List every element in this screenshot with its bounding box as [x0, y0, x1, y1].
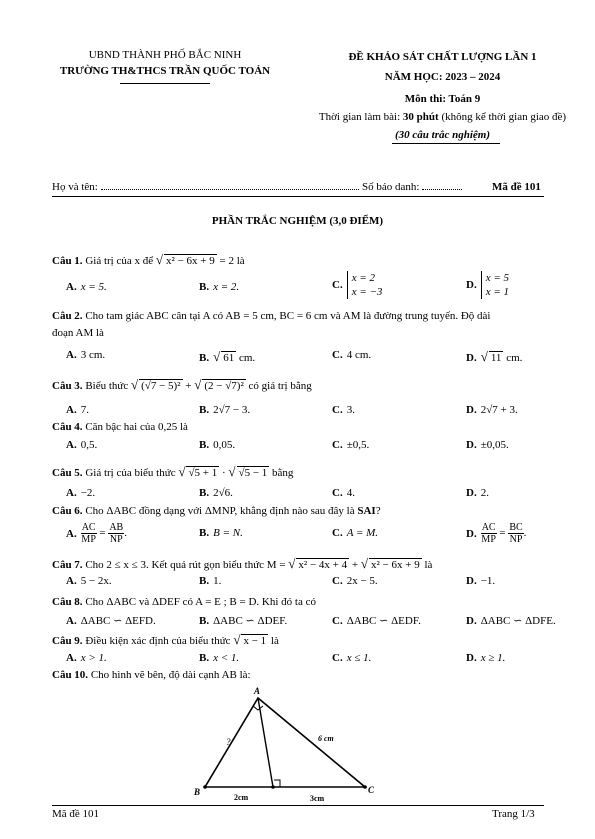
- footer-separator: [52, 805, 544, 806]
- count-underline: [392, 143, 500, 144]
- q5-option-d: D. 2.: [466, 487, 489, 499]
- q8-text: Cho ΔABC và ΔDEF có A = E ; B = D. Khi đó ta có: [85, 596, 316, 608]
- q7-option-a: A. 5 − 2x.: [66, 575, 112, 587]
- q7-option-c: C. 2x − 5.: [332, 575, 378, 587]
- q3-a: 7.: [80, 404, 89, 416]
- q8-d: ΔABC ∽ ΔDFE.: [480, 615, 556, 627]
- q9-b: x < 1.: [213, 652, 240, 664]
- q6-option-d: D. $\frac{AC}{MP}$ = $\frac{BC}{NP}$ .: [466, 522, 527, 545]
- q8-a: ΔABC ∽ ΔEFD.: [80, 615, 156, 627]
- label-ab: ?: [226, 737, 231, 747]
- q5-a: −2.: [80, 487, 96, 499]
- q7-option-b: B. 1.: [199, 575, 222, 587]
- header-separator: [52, 196, 544, 197]
- org-name: UBND THÀNH PHỐ BẮC NINH: [88, 49, 242, 61]
- point-h: [271, 785, 275, 789]
- footer-code: Mã đề 101: [52, 808, 100, 820]
- school-year: NĂM HỌC: 2023 – 2024: [384, 71, 501, 83]
- q9-a: x > 1.: [80, 652, 107, 664]
- label-bh: 2cm: [234, 793, 249, 802]
- q9-d: x ≥ 1.: [480, 652, 506, 664]
- q7-e1: x² − 4x + 4: [298, 559, 348, 571]
- triangle-figure: [190, 684, 385, 806]
- question-1: Câu 1. Giá trị của x để √ x² − 6x + 9 = 2 là: [52, 252, 245, 267]
- q10-text: Cho hình vẽ bên, độ dài cạnh AB là:: [90, 669, 251, 681]
- school-name: TRƯỜNG TH&THCS TRẦN QUỐC TOẢN: [59, 65, 271, 77]
- right-angle-mark: [253, 706, 263, 710]
- q4-option-c: C. ±0,5.: [332, 439, 370, 451]
- q4-label: Câu 4.: [52, 421, 83, 433]
- name-dots: [101, 189, 359, 190]
- q8-option-c: C. ΔABC ∽ ΔEDF.: [332, 615, 421, 627]
- time-value: 30 phút: [402, 111, 439, 123]
- q2-option-a: A. 3 cm.: [66, 349, 106, 361]
- q4-d: ±0,05.: [480, 439, 509, 451]
- q5-text: Giá trị của biểu thức: [85, 467, 176, 479]
- q9-option-d: D. x ≥ 1.: [466, 652, 506, 664]
- q6-text: Cho ΔABC đồng dạng với ΔMNP, khẳng định nào sau đây là: [85, 505, 358, 517]
- q3-text: Biểu thức: [85, 380, 129, 392]
- q2-b-val: 61: [223, 352, 235, 364]
- point-b: [203, 785, 207, 789]
- q3-c: 3.: [346, 404, 355, 416]
- q2-line1: Cho tam giác ABC cân tại A có AB = 5 cm, BC = 6 cm và AM là đường trung tuyến. Độ dài: [85, 310, 491, 322]
- student-name-field: [52, 181, 359, 193]
- q5-option-c: C. 4.: [332, 487, 355, 499]
- question-count: [300, 129, 585, 141]
- q1-tail: = 2 là: [219, 255, 245, 267]
- question-9: Câu 9. Điều kiện xác định của biểu thức √ x − 1 là: [52, 632, 279, 647]
- q4-option-a: A. 0,5.: [66, 439, 98, 451]
- q6-bold-word: SAI: [357, 505, 376, 517]
- q7-option-d: D. −1.: [466, 575, 496, 587]
- q9-text: Điều kiện xác định của biểu thức: [85, 635, 231, 647]
- q9-c: x ≤ 1.: [346, 652, 372, 664]
- label-hc: 3cm: [310, 794, 325, 803]
- q9-option-b: B. x < 1.: [199, 652, 240, 664]
- q2-b-unit: cm.: [238, 352, 256, 364]
- q4-option-b: B. 0,05.: [199, 439, 236, 451]
- q3-option-b: B. 2√7 − 3.: [199, 404, 251, 416]
- q8-option-b: B. ΔABC ∽ ΔDEF.: [199, 615, 288, 627]
- time-limit: [300, 111, 585, 123]
- q2-d-unit: cm.: [506, 352, 523, 364]
- q5-label: Câu 5.: [52, 467, 83, 479]
- time-prefix: Thời gian làm bài:: [318, 111, 403, 123]
- question-2: [52, 310, 491, 322]
- label-a: A: [254, 686, 261, 696]
- q6-label: Câu 6.: [52, 505, 83, 517]
- q2-option-c: C. 4 cm.: [332, 349, 372, 361]
- q7-d: −1.: [480, 575, 496, 587]
- q7-tail: là: [424, 559, 433, 571]
- section-title: PHẦN TRẮC NGHIỆM (3,0 ĐIỂM): [211, 215, 384, 227]
- q1-c2: x = −3: [351, 286, 383, 298]
- q6-end: ?: [375, 505, 381, 517]
- question-2-line2: đoạn AM là: [52, 327, 104, 339]
- q7-label: Câu 7.: [52, 559, 83, 571]
- q6-option-c: C. A = M.: [332, 527, 379, 539]
- q6-option-a: A. $\frac{AC}{MP}$ = $\frac{AB}{NP}$ .: [66, 522, 127, 545]
- id-dots: [422, 189, 462, 190]
- time-suffix: (không kể thời gian giao đề): [438, 111, 567, 123]
- exam-code: Mã đề 101: [492, 181, 541, 193]
- q5-b: 2√6.: [213, 487, 233, 499]
- q5-d: 2.: [480, 487, 489, 499]
- q9-option-c: C. x ≤ 1.: [332, 652, 372, 664]
- q1-c1: x = 2: [351, 272, 376, 284]
- q1-option-b: B. x = 2.: [199, 281, 240, 293]
- id-label: Số báo danh:: [362, 181, 423, 193]
- q5-tail: bằng: [272, 467, 294, 479]
- question-4: [52, 421, 188, 433]
- q4-b: 0,05.: [213, 439, 236, 451]
- q3-tail: có giá trị bằng: [248, 380, 312, 392]
- q7-e2: x² − 6x + 9: [371, 559, 420, 571]
- question-10: [52, 669, 251, 681]
- q1-d1: x = 5: [485, 272, 510, 284]
- exam-title: ĐỀ KHẢO SÁT CHẤT LƯỢNG LẦN 1: [348, 51, 537, 63]
- question-count-text: (30 câu trắc nghiệm): [394, 129, 491, 141]
- q3-option-a: A. 7.: [66, 404, 89, 416]
- question-3: Câu 3. Biểu thức √ (√7 − 5)² + √ (2 − √7)² có giá trị bằng: [52, 377, 312, 392]
- q3-b: 2√7 − 3.: [213, 404, 251, 416]
- question-7: Câu 7. Cho 2 ≤ x ≤ 3. Kết quả rút gọn biểu thức M = √ x² − 4x + 4 + √ x² − 6x + 9 là: [52, 556, 433, 571]
- q1-text: Giá trị của x để: [85, 255, 154, 267]
- q5-c: 4.: [346, 487, 355, 499]
- label-c: C: [368, 785, 375, 795]
- q5-option-b: B. 2√6.: [199, 487, 233, 499]
- q9-label: Câu 9.: [52, 635, 83, 647]
- q4-text: Căn bậc hai của 0,25 là: [85, 421, 188, 433]
- q8-c: ΔABC ∽ ΔEDF.: [346, 615, 421, 627]
- q1-expr: x² − 6x + 9: [166, 255, 215, 267]
- q1-option-c: C.x = 2 x = −3: [332, 272, 383, 298]
- q3-label: Câu 3.: [52, 380, 83, 392]
- q3-option-d: D. 2√7 + 3.: [466, 404, 518, 416]
- q8-b: ΔABC ∽ ΔDEF.: [213, 615, 288, 627]
- footer-page: Trang 1/3: [492, 808, 535, 820]
- q7-b: 1.: [213, 575, 222, 587]
- q8-option-a: A. ΔABC ∽ ΔEFD.: [66, 615, 156, 627]
- q2-d-val: 11: [490, 352, 502, 364]
- q10-label: Câu 10.: [52, 669, 89, 681]
- q1-option-d: D.x = 5 x = 1: [466, 272, 510, 298]
- q2-a: 3 cm.: [80, 349, 106, 361]
- q2-label: Câu 2.: [52, 310, 83, 322]
- q3-d: 2√7 + 3.: [480, 404, 518, 416]
- q9-tail: là: [270, 635, 279, 647]
- q8-label: Câu 8.: [52, 596, 83, 608]
- q1-option-a: A. x = 5.: [66, 281, 107, 293]
- q1-d2: x = 1: [485, 286, 510, 298]
- q9-option-a: A. x > 1.: [66, 652, 107, 664]
- question-5: Câu 5. Giá trị của biểu thức √ √5 + 1 · √ √5 − 1 bằng: [52, 464, 294, 479]
- label-ac: 6 cm: [318, 734, 334, 743]
- question-6: [52, 505, 381, 517]
- q1-b: x = 2.: [213, 281, 240, 293]
- foot-right-angle-mark: [274, 780, 280, 787]
- q7-c: 2x − 5.: [346, 575, 378, 587]
- q4-option-d: D. ±0,05.: [466, 439, 509, 451]
- q4-c: ±0,5.: [346, 439, 370, 451]
- subject: Môn thi: Toán 9: [404, 93, 481, 105]
- q1-a: x = 5.: [80, 281, 107, 293]
- q9-expr: x − 1: [243, 635, 267, 647]
- name-label: Họ và tên:: [52, 181, 101, 193]
- label-b: B: [194, 787, 201, 797]
- q2-option-d: D. √ 11 cm.: [466, 349, 523, 364]
- q3-option-c: C. 3.: [332, 404, 355, 416]
- q6-c: A = M.: [346, 527, 379, 539]
- q1-label: Câu 1.: [52, 255, 83, 267]
- q2-option-b: B. √ 61 cm.: [199, 349, 256, 364]
- q6-b: B = N.: [213, 527, 243, 539]
- student-id-field: [362, 181, 462, 193]
- q2-c: 4 cm.: [346, 349, 372, 361]
- q4-a: 0,5.: [80, 439, 98, 451]
- question-8: [52, 596, 316, 608]
- q6-option-b: B. B = N.: [199, 527, 243, 539]
- q7-a: 5 − 2x.: [80, 575, 112, 587]
- q7-text: Cho 2 ≤ x ≤ 3. Kết quả rút gọn biểu thức M =: [85, 559, 286, 571]
- q8-option-d: D. ΔABC ∽ ΔDFE.: [466, 615, 556, 627]
- q5-option-a: A. −2.: [66, 487, 96, 499]
- school-underline: [120, 83, 210, 84]
- point-c: [363, 785, 367, 789]
- altitude-line: [258, 698, 273, 787]
